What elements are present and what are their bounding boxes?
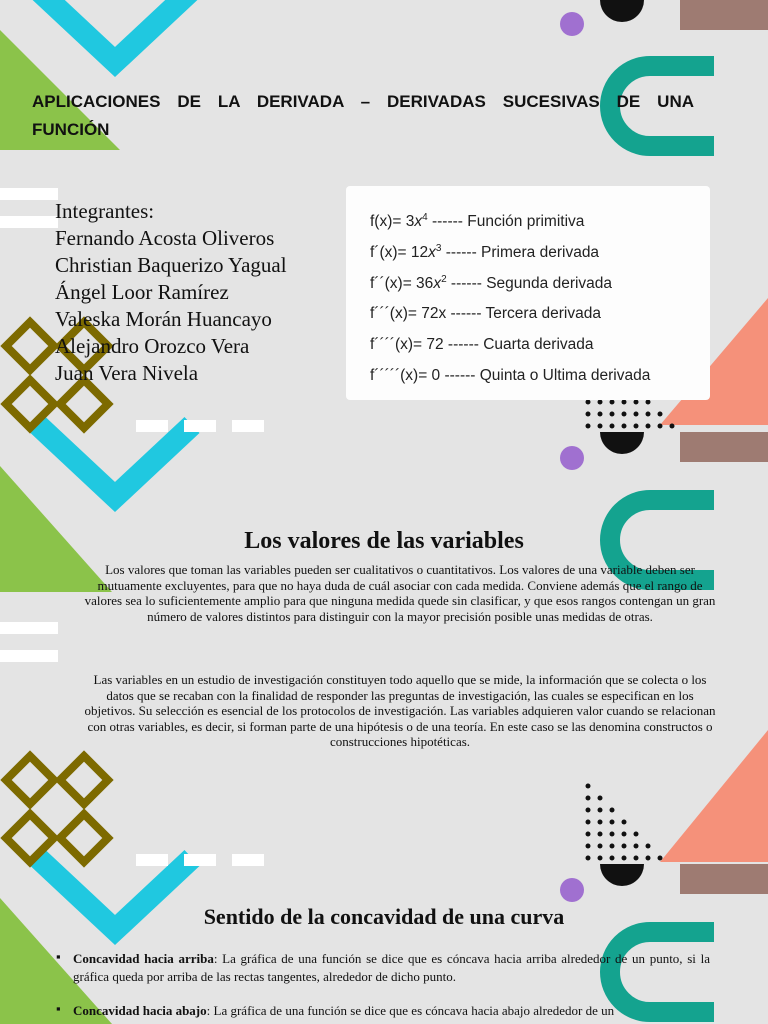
section-title-concavity: Sentido de la concavidad de una curva: [203, 904, 565, 929]
members-list: [55, 198, 287, 387]
salmon-triangle-bottom: [660, 730, 768, 862]
black-halfcircle-mid: [600, 432, 644, 454]
derivative-row: $f(x)= 3x^4$ ------ Función primitiva: [370, 212, 585, 231]
purple-circle-mid: [560, 446, 584, 470]
bullet-concavity-down: [58, 1002, 710, 1020]
bullet-icon: ▪: [56, 949, 61, 964]
white-dash-4: [136, 854, 168, 866]
brown-bar-mid: [680, 432, 768, 462]
white-dash-5: [184, 854, 216, 866]
derivative-row: f´´´(x)= 72x ------ Tercera derivada: [370, 305, 601, 322]
white-bar-left-3: [0, 622, 58, 634]
derivatives-box: [346, 186, 710, 400]
bullet-text: : La gráfica de una función se dice que es cóncava hacia abajo alrededor de un: [206, 1003, 615, 1018]
derivative-row: f´´´´(x)= 72 ------ Cuarta derivada: [370, 336, 594, 353]
members-label: Integrantes:: [55, 199, 155, 223]
page-title-line1: APLICACIONES DE LA DERIVADA – DERIVADAS SUCESIVAS DE UNA: [32, 92, 694, 111]
derivative-row: f´´´´´(x)= 0 ------ Quinta o Ultima derivada: [370, 367, 651, 384]
white-bar-left-2: [0, 216, 58, 228]
page-title-line2: FUNCIÓN: [32, 120, 110, 139]
bullet-icon: ▪: [56, 1001, 61, 1016]
derivative-row: f´´(x)= $36x^2$ ------ Segunda derivada: [370, 274, 613, 293]
white-bar-left-4: [0, 650, 58, 662]
bullet-text: : La gráfica de una función se dice que es cóncava hacia arriba alrededor de un punto, si la gráfica queda por arriba de las rectas tangentes, alrededor de dicho punto.: [73, 951, 710, 984]
dot-pattern-top: [586, 400, 675, 429]
purple-circle-bottom: [560, 878, 584, 902]
cyan-chevron-mid: [38, 425, 192, 497]
purple-circle-top: [560, 12, 584, 36]
member-name: Valeska Morán Huancayo: [55, 307, 272, 331]
bullet-term: Concavidad hacia arriba: [73, 951, 214, 966]
white-bar-left-1: [0, 188, 58, 200]
variables-paragraph-2: Las variables en un estudio de investigación constituyen todo aquello que se mide, la información que se colecta o los datos que se recaban con la finalidad de responder las preguntas de investigación, las cuales se especifican en los objetivos. Su selección es esencial de los protocolos de investigación. Las variables adquieren valor cuando se relacionan con otras variables, es decir, si forman parte de una hipótesis o de una teoría. En este caso se las denomina constructos o construcciones hipotéticas.: [84, 672, 716, 749]
section-title-variables: Los valores de las variables: [244, 528, 524, 554]
page-title: [32, 88, 694, 144]
white-dash-2: [184, 420, 216, 432]
member-name: Alejandro Orozco Vera: [55, 334, 250, 358]
brown-bar-top: [680, 0, 768, 30]
derivative-row: f´(x)= $12x^3$ ------ Primera derivada: [370, 243, 600, 262]
brown-bar-bottom: [680, 864, 768, 894]
member-name: Ángel Loor Ramírez: [55, 280, 229, 304]
white-dash-6: [232, 854, 264, 866]
black-halfcircle-bottom: [600, 864, 644, 886]
member-name: Christian Baquerizo Yagual: [55, 253, 287, 277]
bullet-term: Concavidad hacia abajo: [73, 1003, 207, 1018]
bullet-concavity-up: [58, 950, 710, 986]
member-name: Fernando Acosta Oliveros: [55, 226, 275, 250]
variables-paragraph-1: Los valores que toman las variables pueden ser cualitativos o cuantitativos. Los valores de una variable deben ser mutuamente excluyentes, para que no haya duda de cuál asociar con cada medida. Conviene además que el rango de valores sea lo suficientemente amplio para que ninguna medida quede sin clasificar, y que esos rangos contengan un gran número de valores distintos para distinguir con la mayor precisión posible unas medidas de otras.: [84, 562, 716, 624]
dot-pattern-bottom: [586, 784, 663, 861]
black-halfcircle-top: [600, 0, 644, 22]
olive-diamonds-bottom: [6, 756, 108, 862]
white-dash-3: [232, 420, 264, 432]
member-name: Juan Vera Nivela: [55, 361, 199, 385]
cyan-chevron-top: [38, 0, 192, 62]
white-dash-1: [136, 420, 168, 432]
